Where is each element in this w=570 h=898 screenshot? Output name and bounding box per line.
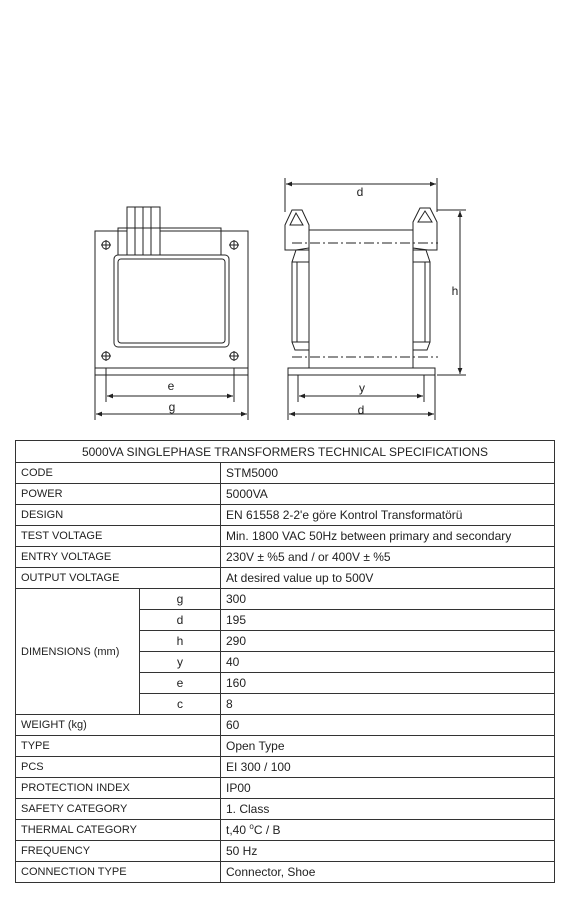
spec-value: 60 [221,715,555,736]
spec-label: ENTRY VOLTAGE [16,547,221,568]
right-top-clamp [413,208,437,250]
degree-sign: o [249,822,254,831]
transformer-technical-drawing [0,0,570,430]
dimension-value: 8 [221,694,555,715]
spec-value: Open Type [221,736,555,757]
left-winding [292,262,309,342]
spec-title-row [16,441,555,463]
spec-label: SAFETY CATEGORY [16,799,221,820]
spec-row [16,547,555,568]
spec-row [16,736,555,757]
core-body [309,230,413,368]
spec-value: Min. 1800 VAC 50Hz between primary and secondary [221,526,555,547]
coil-inner [118,259,225,343]
mounting-hole [229,351,239,361]
thermal-value-part: C / B [253,823,281,837]
spec-label: THERMAL CATEGORY [16,820,221,841]
spec-label: FREQUENCY [16,841,221,862]
spec-row [16,484,555,505]
spec-value: 1. Class [221,799,555,820]
spec-label: POWER [16,484,221,505]
spec-value: EI 300 / 100 [221,757,555,778]
dimension-label-d-top: d [356,185,364,199]
spec-value: STM5000 [221,463,555,484]
coil-outline [114,255,229,347]
spec-value: At desired value up to 500V [221,568,555,589]
spec-value-thermal [221,820,555,841]
left-top-clamp [285,210,309,250]
mounting-hole [101,240,111,250]
right-winding [413,262,430,342]
spec-row [16,778,555,799]
dimension-value: 290 [221,631,555,652]
mounting-hole [229,240,239,250]
spec-label: CONNECTION TYPE [16,862,221,883]
spec-label: TEST VOLTAGE [16,526,221,547]
left-foot [292,342,309,350]
dimension-key: h [140,631,221,652]
dimension-label-d-bottom: d [357,403,365,417]
dimension-value: 40 [221,652,555,673]
dimension-label-e: e [167,379,175,393]
dimension-key: g [140,589,221,610]
spec-label: DESIGN [16,505,221,526]
spec-row [16,799,555,820]
spec-row [16,568,555,589]
spec-value: 5000VA [221,484,555,505]
spec-row [16,526,555,547]
spec-row [16,862,555,883]
spec-row [16,505,555,526]
dimension-key: d [140,610,221,631]
spec-title: 5000VA SINGLEPHASE TRANSFORMERS TECHNICAL SPECIFICATIONS [16,441,555,463]
spec-label: WEIGHT (kg) [16,715,221,736]
base-plate [288,368,435,375]
spec-value: IP00 [221,778,555,799]
spec-row [16,715,555,736]
dimension-key: e [140,673,221,694]
dimension-label-y: y [359,381,365,395]
dimension-value: 160 [221,673,555,694]
dimension-value: 195 [221,610,555,631]
right-foot [413,342,430,350]
spec-row [16,463,555,484]
spec-row [16,757,555,778]
spec-label: CODE [16,463,221,484]
dimension-label-h: h [451,284,459,298]
spec-label: PROTECTION INDEX [16,778,221,799]
mounting-hole [101,351,111,361]
dimensions-label: DIMENSIONS (mm) [16,589,140,715]
dimension-key: c [140,694,221,715]
spec-value: Connector, Shoe [221,862,555,883]
spec-row-dimension [16,589,555,610]
spec-value: 50 Hz [221,841,555,862]
dimension-value: 300 [221,589,555,610]
spec-row [16,841,555,862]
thermal-value-part: t,40 [226,823,250,837]
side-view [285,178,466,420]
spec-table [15,440,555,883]
spec-row [16,820,555,841]
spec-label: TYPE [16,736,221,757]
dimension-key: y [140,652,221,673]
spec-label: OUTPUT VOLTAGE [16,568,221,589]
spec-value: EN 61558 2-2'e göre Kontrol Transformatörü [221,505,555,526]
spec-value: 230V ± %5 and / or 400V ± %5 [221,547,555,568]
spec-label: PCS [16,757,221,778]
dimension-label-g: g [168,400,176,414]
